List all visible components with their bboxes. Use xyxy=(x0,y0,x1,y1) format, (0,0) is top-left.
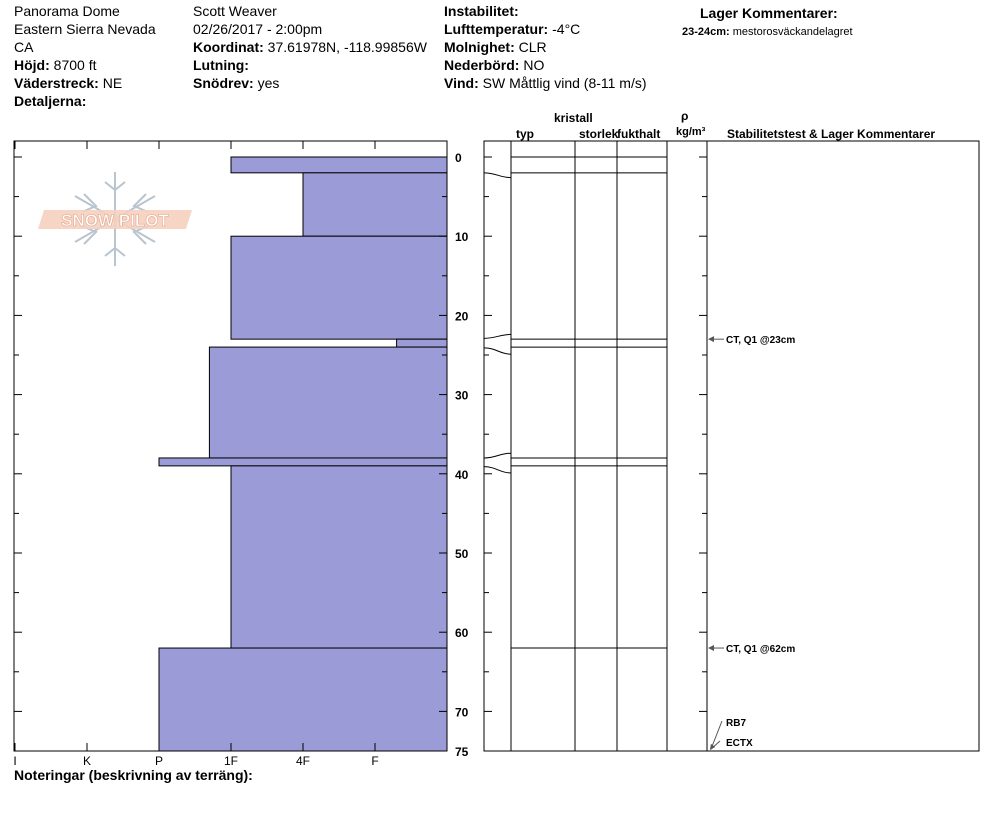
depth-label-10: 10 xyxy=(455,230,469,245)
elevation-label: Höjd: xyxy=(14,57,50,73)
aspect-label: Väderstreck: xyxy=(14,75,99,91)
hardness-label-P: P xyxy=(154,754,164,768)
grain-connector-1 xyxy=(484,334,511,338)
air-temp-label: Lufttemperatur: xyxy=(444,21,549,37)
depth-label-40: 40 xyxy=(455,467,469,482)
air-temp-value: -4°C xyxy=(552,21,581,37)
sky-label: Molnighet: xyxy=(444,39,515,55)
stability-arrow-head-0 xyxy=(708,336,714,342)
coordinates-value: 37.61978N, -118.99856W xyxy=(267,39,427,55)
wind-loading-label: Snödrev: xyxy=(193,75,254,91)
wind-label: Vind: xyxy=(444,75,479,91)
state: CA xyxy=(14,39,34,55)
stability-arrow-line-2 xyxy=(711,721,722,749)
hardness-label-K: K xyxy=(82,754,92,768)
hardness-bar-1 xyxy=(303,173,447,236)
col-density-unit: kg/m³ xyxy=(676,126,706,138)
mountain-range: Eastern Sierra Nevada xyxy=(14,21,156,37)
hardness-bar-4 xyxy=(209,347,447,458)
wind-loading-value: yes xyxy=(257,75,280,91)
col-crystal: kristall xyxy=(554,111,593,125)
stability-tests xyxy=(708,335,795,750)
hardness-label-4F: 4F xyxy=(295,754,311,768)
depth-label-20: 20 xyxy=(455,309,469,324)
layer-comment-text: mestorosväckandelagret xyxy=(732,26,853,38)
hardness-bar-2 xyxy=(231,236,447,339)
precip-value: NO xyxy=(523,57,545,73)
col-rho: ρ xyxy=(681,109,689,123)
hardness-bar-6 xyxy=(231,466,447,648)
col-stability: Stabilitetstest & Lager Kommentarer xyxy=(727,127,936,141)
grain-connector-2 xyxy=(484,348,511,354)
grain-table-border xyxy=(484,141,979,751)
stability-label-3: ECTX xyxy=(726,738,753,749)
grain-connector-0 xyxy=(484,173,511,178)
col-moisture: fukthalt xyxy=(617,127,661,141)
slope-label: Lutning: xyxy=(193,57,249,73)
location-name: Panorama Dome xyxy=(14,3,120,19)
hardness-bar-3 xyxy=(397,339,447,347)
col-size: storlek xyxy=(579,127,619,141)
depth-label-0: 0 xyxy=(455,151,462,165)
hardness-bar-7 xyxy=(159,648,447,751)
elevation-value: 8700 ft xyxy=(53,57,97,73)
depth-label-75: 75 xyxy=(455,745,469,759)
hardness-label-I: I xyxy=(13,754,17,768)
logo-text: SNOW PILOT xyxy=(61,211,169,230)
grain-connector-3 xyxy=(484,453,511,458)
layer-comment-depth: 23-24cm: xyxy=(682,26,730,38)
hardness-bar-5 xyxy=(159,458,447,466)
details-label: Detaljerna: xyxy=(14,93,87,109)
hardness-label-F: F xyxy=(371,754,379,768)
coordinates-label: Koordinat: xyxy=(193,39,264,55)
depth-label-50: 50 xyxy=(455,547,469,561)
observer-name: Scott Weaver xyxy=(193,3,277,19)
snowpilot-logo xyxy=(38,172,192,266)
wind-value: SW Måttlig vind (8-11 m/s) xyxy=(482,75,647,91)
date-time: 02/26/2017 - 2:00pm xyxy=(193,21,323,37)
col-type: typ xyxy=(516,127,534,141)
stability-label-1: CT, Q1 @62cm xyxy=(726,644,796,656)
layer-comments-title: Lager Kommentarer: xyxy=(700,5,838,21)
depth-label-60: 60 xyxy=(455,626,469,641)
terrain-notes-label: Noteringar (beskrivning av terräng): xyxy=(14,767,253,783)
stability-arrow-head-1 xyxy=(708,645,714,651)
precip-label: Nederbörd: xyxy=(444,57,520,73)
hardness-bars xyxy=(159,157,447,751)
depth-label-30: 30 xyxy=(455,388,469,403)
aspect-value: NE xyxy=(102,75,123,91)
grain-table xyxy=(484,141,979,751)
hardness-bar-0 xyxy=(231,157,447,173)
sky-value: CLR xyxy=(518,39,547,55)
stability-label-2: RB7 xyxy=(726,718,747,729)
stability-label-0: CT, Q1 @23cm xyxy=(726,335,796,347)
grain-connector-4 xyxy=(484,467,511,473)
hardness-label-1F: 1F xyxy=(223,754,239,768)
instability-label: Instabilitet: xyxy=(444,3,519,19)
depth-label-70: 70 xyxy=(455,705,469,720)
